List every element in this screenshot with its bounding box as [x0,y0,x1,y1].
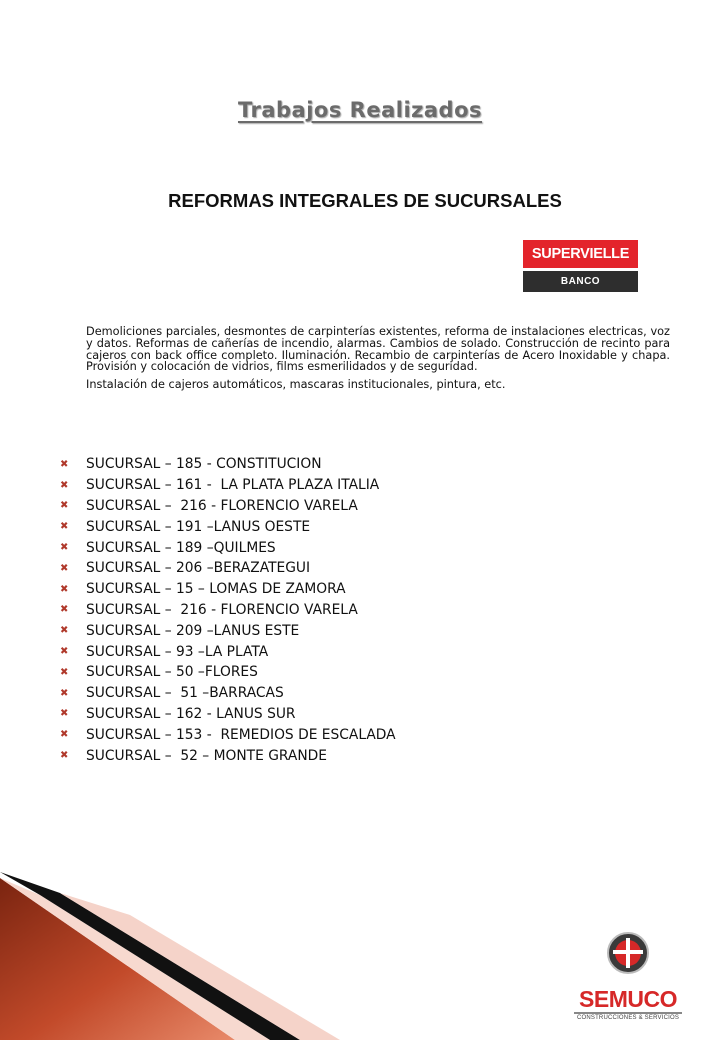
supervielle-logo-sub: BANCO [523,271,638,292]
list-item: ✖ SUCURSAL – 216 - FLORENCIO VARELA [60,497,358,514]
x-bullet-icon: ✖ [60,562,69,574]
x-bullet-icon: ✖ [60,521,69,533]
x-bullet-icon: ✖ [60,750,69,762]
semuco-logo-name: SEMUCO [579,986,677,1012]
x-bullet-icon: ✖ [60,687,69,699]
semuco-logo [570,924,686,1028]
work-description [86,326,670,397]
x-bullet-icon: ✖ [60,625,69,637]
x-bullet-icon: ✖ [60,604,69,616]
list-item: ✖ SUCURSAL – 209 –LANUS ESTE [60,622,300,639]
x-bullet-icon: ✖ [60,479,69,491]
x-bullet-icon: ✖ [60,583,69,595]
x-bullet-icon: ✖ [60,666,69,678]
list-item: ✖ SUCURSAL – 189 –QUILMES [60,539,276,556]
x-bullet-icon: ✖ [60,458,69,470]
description-paragraph: Demoliciones parciales, desmontes de carpinterías existentes, reforma de instalaciones electricas, voz y datos. Reformas de cañerías de incendio, alarmas. Cambios de solado. Construcción de recinto para cajeros con back office completo. Iluminación. Recambio de carpinterías de Acero Inoxidable y chapa. Provisión y colocación de vidrios, films esmerilidados y de seguridad. [86,325,670,374]
supervielle-logo [523,240,638,292]
sucursales-list [60,454,396,766]
list-item: ✖ SUCURSAL – 50 –FLORES [60,664,258,681]
supervielle-logo-name: SUPERVIELLE [523,240,638,268]
semuco-logo-tagline: CONSTRUCCIONES & SERVICIOS [576,1015,680,1021]
list-item: ✖ SUCURSAL – 51 –BARRACAS [60,685,284,702]
list-item: ✖ SUCURSAL – 162 - LANUS SUR [60,705,296,722]
list-item: ✖ SUCURSAL – 216 - FLORENCIO VARELA [60,601,358,618]
section-subtitle: REFORMAS INTEGRALES DE SUCURSALES [168,190,562,211]
list-item: ✖ SUCURSAL – 52 – MONTE GRANDE [60,747,328,764]
x-bullet-icon: ✖ [60,500,69,512]
x-bullet-icon: ✖ [60,729,69,741]
list-item: ✖ SUCURSAL – 191 –LANUS OESTE [60,518,311,535]
x-bullet-icon: ✖ [60,542,69,554]
list-item: ✖ SUCURSAL – 185 - CONSTITUCION [60,456,322,473]
list-item: ✖ SUCURSAL – 206 –BERAZATEGUI [60,560,311,577]
list-item: ✖ SUCURSAL – 161 - LA PLATA PLAZA ITALIA [60,477,380,494]
list-item: ✖ SUCURSAL – 15 – LOMAS DE ZAMORA [60,581,346,598]
x-bullet-icon: ✖ [60,708,69,720]
page-title: Trabajos Realizados [237,98,483,122]
list-item: ✖ SUCURSAL – 153 - REMEDIOS DE ESCALADA [60,726,396,743]
description-paragraph: Instalación de cajeros automáticos, mascaras institucionales, pintura, etc. [86,378,506,392]
x-bullet-icon: ✖ [60,646,69,658]
list-item: ✖ SUCURSAL – 93 –LA PLATA [60,643,269,660]
